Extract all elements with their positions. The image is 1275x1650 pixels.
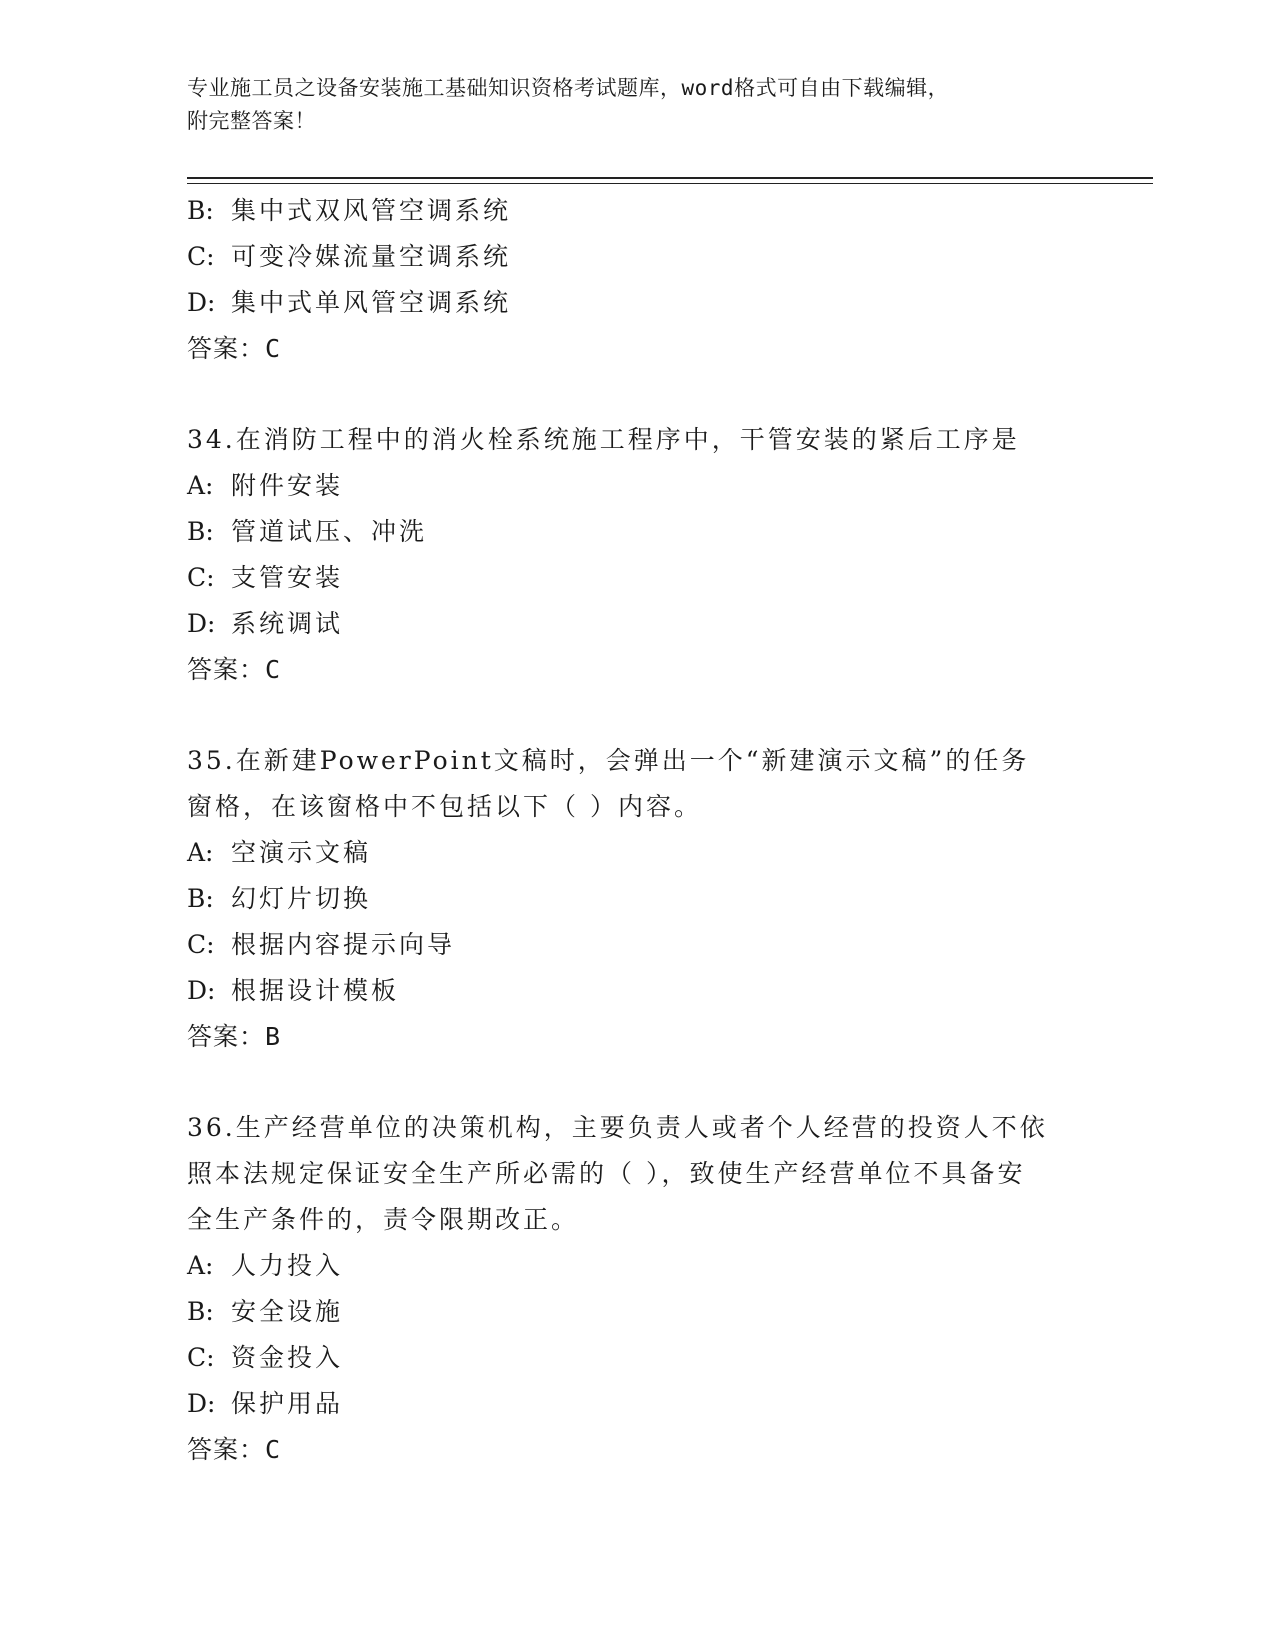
option-letter: C:: [187, 930, 215, 959]
option-letter: D:: [187, 1389, 216, 1418]
option-text: 安全设施: [231, 1297, 344, 1326]
question-stem: 全生产条件的，责令限期改正。: [187, 1205, 580, 1234]
option-d: [187, 1381, 1087, 1427]
option-b: [187, 876, 1087, 922]
option-a: [187, 1243, 1087, 1289]
header-line-2: 附完整答案！: [187, 109, 316, 133]
option-text: 可变冷媒流量空调系统: [231, 242, 512, 271]
option-letter: B:: [187, 517, 214, 546]
answer-line: 答案：C: [187, 655, 282, 684]
option-text: 幻灯片切换: [231, 884, 372, 913]
option-b: [187, 188, 1087, 234]
question-34: [187, 417, 1087, 693]
header-line-1: 专业施工员之设备安装施工基础知识资格考试题库，word格式可自由下载编辑，: [187, 76, 950, 100]
option-text: 保护用品: [231, 1389, 344, 1418]
option-c: [187, 1335, 1087, 1381]
question-35: [187, 738, 1087, 1060]
spacer: [187, 693, 1087, 738]
question-33-tail: [187, 188, 1087, 372]
option-c: [187, 922, 1087, 968]
option-text: 根据内容提示向导: [231, 930, 456, 959]
option-b: [187, 509, 1087, 555]
option-text: 资金投入: [231, 1343, 344, 1372]
option-letter: B:: [187, 196, 214, 225]
question-36: [187, 1105, 1087, 1473]
question-stem: 36.生产经营单位的决策机构，主要负责人或者个人经营的投资人不依: [187, 1113, 1048, 1142]
option-letter: B:: [187, 884, 214, 913]
option-text: 系统调试: [231, 609, 344, 638]
option-letter: D:: [187, 288, 216, 317]
answer-line: 答案：B: [187, 1022, 282, 1051]
option-a: [187, 830, 1087, 876]
option-letter: C:: [187, 563, 215, 592]
option-text: 集中式单风管空调系统: [231, 288, 512, 317]
option-c: [187, 555, 1087, 601]
option-text: 空演示文稿: [231, 838, 372, 867]
option-letter: B:: [187, 1297, 214, 1326]
spacer: [187, 1060, 1087, 1105]
question-list: [187, 188, 1087, 1473]
option-text: 集中式双风管空调系统: [231, 196, 512, 225]
option-a: [187, 463, 1087, 509]
option-c: [187, 234, 1087, 280]
header-divider-thick: [187, 177, 1153, 179]
question-stem: 照本法规定保证安全生产所必需的（ ），致使生产经营单位不具备安: [187, 1159, 1026, 1188]
question-stem: 35.在新建PowerPoint文稿时，会弹出一个“新建演示文稿”的任务: [187, 746, 1030, 775]
option-text: 附件安装: [231, 471, 344, 500]
option-letter: A:: [187, 1251, 214, 1280]
option-text: 支管安装: [231, 563, 344, 592]
option-letter: A:: [187, 471, 214, 500]
question-stem: 34.在消防工程中的消火栓系统施工程序中，干管安装的紧后工序是: [187, 425, 1020, 454]
answer-line: 答案：C: [187, 1435, 282, 1464]
header-divider-thin: [187, 183, 1153, 184]
option-d: [187, 968, 1087, 1014]
option-letter: D:: [187, 976, 216, 1005]
option-letter: C:: [187, 242, 215, 271]
option-d: [187, 280, 1087, 326]
option-letter: D:: [187, 609, 216, 638]
option-d: [187, 601, 1087, 647]
document-header: [187, 72, 1067, 138]
question-stem: 窗格，在该窗格中不包括以下（ ）内容。: [187, 792, 702, 821]
option-text: 管道试压、冲洗: [231, 517, 428, 546]
option-letter: C:: [187, 1343, 215, 1372]
option-letter: A:: [187, 838, 214, 867]
answer-line: 答案：C: [187, 334, 282, 363]
option-text: 人力投入: [231, 1251, 344, 1280]
option-b: [187, 1289, 1087, 1335]
spacer: [187, 372, 1087, 417]
option-text: 根据设计模板: [231, 976, 400, 1005]
